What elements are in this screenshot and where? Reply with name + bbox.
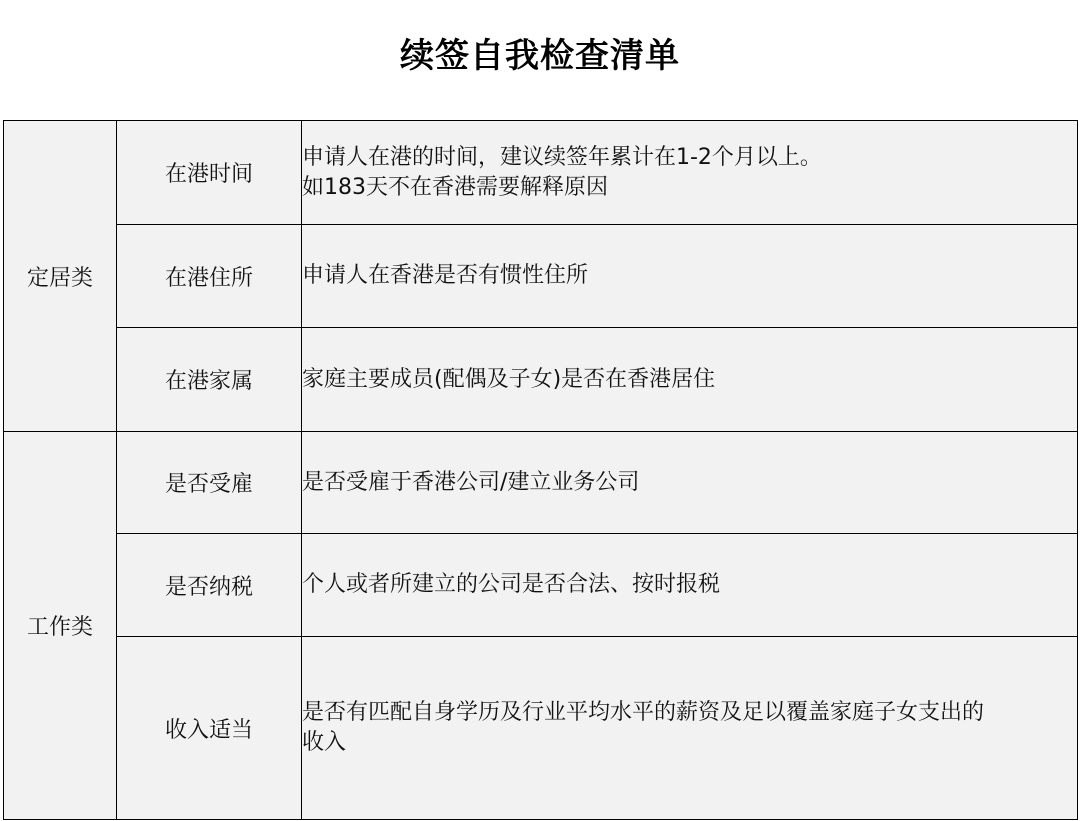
page-title: 续签自我检查清单	[400, 36, 680, 76]
description-cell	[302, 225, 1078, 328]
category-cell-work: 工作类	[4, 432, 117, 820]
item-cell: 在港家属	[117, 328, 302, 432]
item-cell: 是否受雇	[117, 432, 302, 534]
table-row	[4, 637, 1078, 820]
table-row	[4, 432, 1078, 534]
description-line: 收入	[302, 730, 347, 755]
item-cell: 收入适当	[117, 637, 302, 820]
item-cell: 在港时间	[117, 121, 302, 225]
description-line: 申请人在香港是否有惯性住所	[302, 263, 589, 288]
description-cell	[302, 637, 1078, 820]
description-cell	[302, 534, 1078, 637]
table-row	[4, 121, 1078, 225]
table-row	[4, 225, 1078, 328]
description-cell	[302, 121, 1078, 225]
category-cell-residence: 定居类	[4, 121, 117, 432]
description-cell	[302, 328, 1078, 432]
description-line: 申请人在港的时间，建议续签年累计在1-2个月以上。	[302, 144, 822, 170]
description-cell	[302, 432, 1078, 534]
checklist-table	[3, 120, 1078, 820]
description-line: 是否受雇于香港公司/建立业务公司	[302, 469, 640, 495]
table-row	[4, 534, 1078, 637]
description-line: 如183天不在香港需要解释原因	[302, 174, 608, 200]
item-cell: 在港住所	[117, 225, 302, 328]
table-row	[4, 328, 1078, 432]
description-line: 是否有匹配自身学历及行业平均水平的薪资及足以覆盖家庭子女支出的	[302, 700, 985, 725]
description-line: 家庭主要成员(配偶及子女)是否在香港居住	[302, 366, 716, 392]
item-cell: 是否纳税	[117, 534, 302, 637]
description-line: 个人或者所建立的公司是否合法、按时报税	[302, 572, 721, 597]
